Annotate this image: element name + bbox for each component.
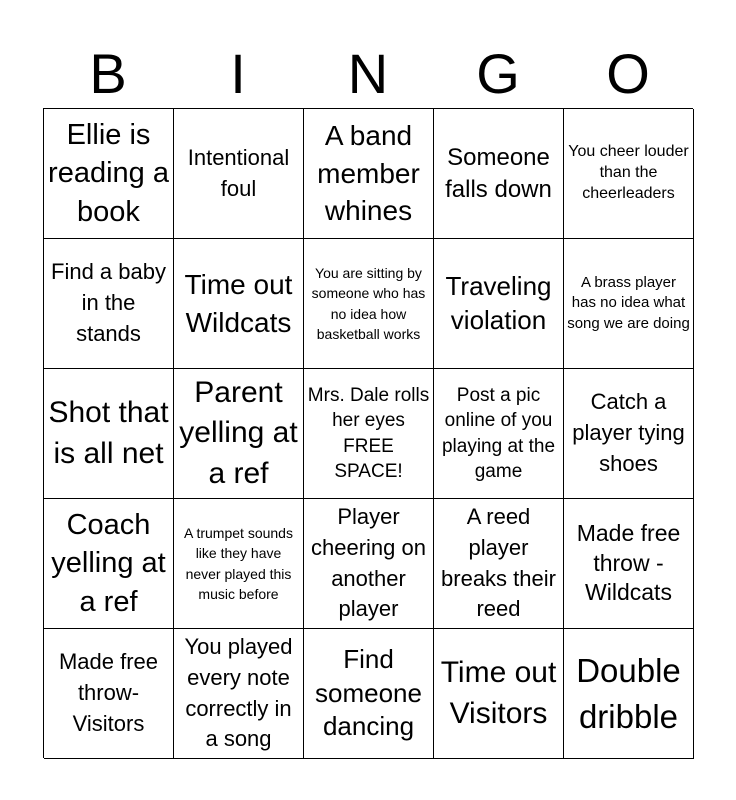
bingo-cell[interactable] xyxy=(44,629,174,759)
bingo-cell[interactable] xyxy=(174,239,304,369)
cell-text: Time out Visitors xyxy=(440,656,557,730)
bingo-cell[interactable] xyxy=(304,629,434,759)
bingo-cell[interactable] xyxy=(434,109,564,239)
cell-text: Parent yelling at a ref xyxy=(179,375,298,490)
cell-text: Traveling violation xyxy=(445,270,552,335)
cell-text: Made free throw - Wildcats xyxy=(576,519,681,606)
cell-text: You are sitting by someone who has no idea how basketball works xyxy=(311,264,426,342)
cell-text: Find someone dancing xyxy=(315,643,422,742)
cell-text: You cheer louder than the cheerleaders xyxy=(568,143,689,202)
bingo-cell[interactable] xyxy=(174,109,304,239)
header-letter-g: G xyxy=(476,42,520,105)
header-letter-b: B xyxy=(89,42,127,105)
cell-text: Double dribble xyxy=(576,651,681,735)
header-letter-i: I xyxy=(230,42,246,105)
cell-text: Coach yelling at a ref xyxy=(51,509,166,618)
header-letter-n: N xyxy=(347,42,389,105)
free-space-cell[interactable] xyxy=(304,369,434,499)
bingo-cell[interactable] xyxy=(174,629,304,759)
bingo-cell[interactable] xyxy=(564,499,694,629)
bingo-cell[interactable] xyxy=(44,499,174,629)
cell-text: Time out Wildcats xyxy=(184,268,293,338)
cell-text: Someone falls down xyxy=(445,144,552,203)
bingo-cell[interactable] xyxy=(564,109,694,239)
bingo-cell[interactable] xyxy=(434,239,564,369)
bingo-cell[interactable] xyxy=(174,369,304,499)
cell-text: Player cheering on another player xyxy=(311,503,426,622)
header-letter-o: O xyxy=(606,42,650,105)
bingo-cell[interactable] xyxy=(434,499,564,629)
bingo-cell[interactable] xyxy=(564,239,694,369)
bingo-cell[interactable] xyxy=(174,499,304,629)
bingo-cell[interactable] xyxy=(44,239,174,369)
bingo-board xyxy=(43,108,693,758)
cell-text: Intentional foul xyxy=(187,144,290,201)
cell-text: Ellie is reading a book xyxy=(48,119,169,228)
bingo-cell[interactable] xyxy=(304,499,434,629)
bingo-cell[interactable] xyxy=(434,369,564,499)
bingo-cell[interactable] xyxy=(304,239,434,369)
cell-text: A trumpet sounds like they have never played this music before xyxy=(184,524,293,602)
cell-text: A band member whines xyxy=(317,119,420,227)
bingo-cell[interactable] xyxy=(434,629,564,759)
bingo-cell[interactable] xyxy=(564,629,694,759)
cell-text: A brass player has no idea what song we are doing xyxy=(567,274,690,332)
cell-text: Catch a player tying shoes xyxy=(572,389,685,476)
cell-text: Post a pic online of you playing at the game xyxy=(441,384,556,482)
cell-text: You played every note correctly in a song xyxy=(184,633,293,752)
cell-text: Find a baby in the stands xyxy=(51,259,166,346)
cell-text: Shot that is all net xyxy=(48,396,169,470)
bingo-cell[interactable] xyxy=(564,369,694,499)
bingo-header xyxy=(43,40,693,108)
bingo-cell[interactable] xyxy=(44,109,174,239)
cell-text: Made free throw- Visitors xyxy=(58,649,159,736)
bingo-cell[interactable] xyxy=(304,109,434,239)
cell-text: A reed player breaks their reed xyxy=(441,503,556,622)
cell-text: Mrs. Dale rolls her eyes FREE SPACE! xyxy=(307,384,430,482)
bingo-cell[interactable] xyxy=(44,369,174,499)
